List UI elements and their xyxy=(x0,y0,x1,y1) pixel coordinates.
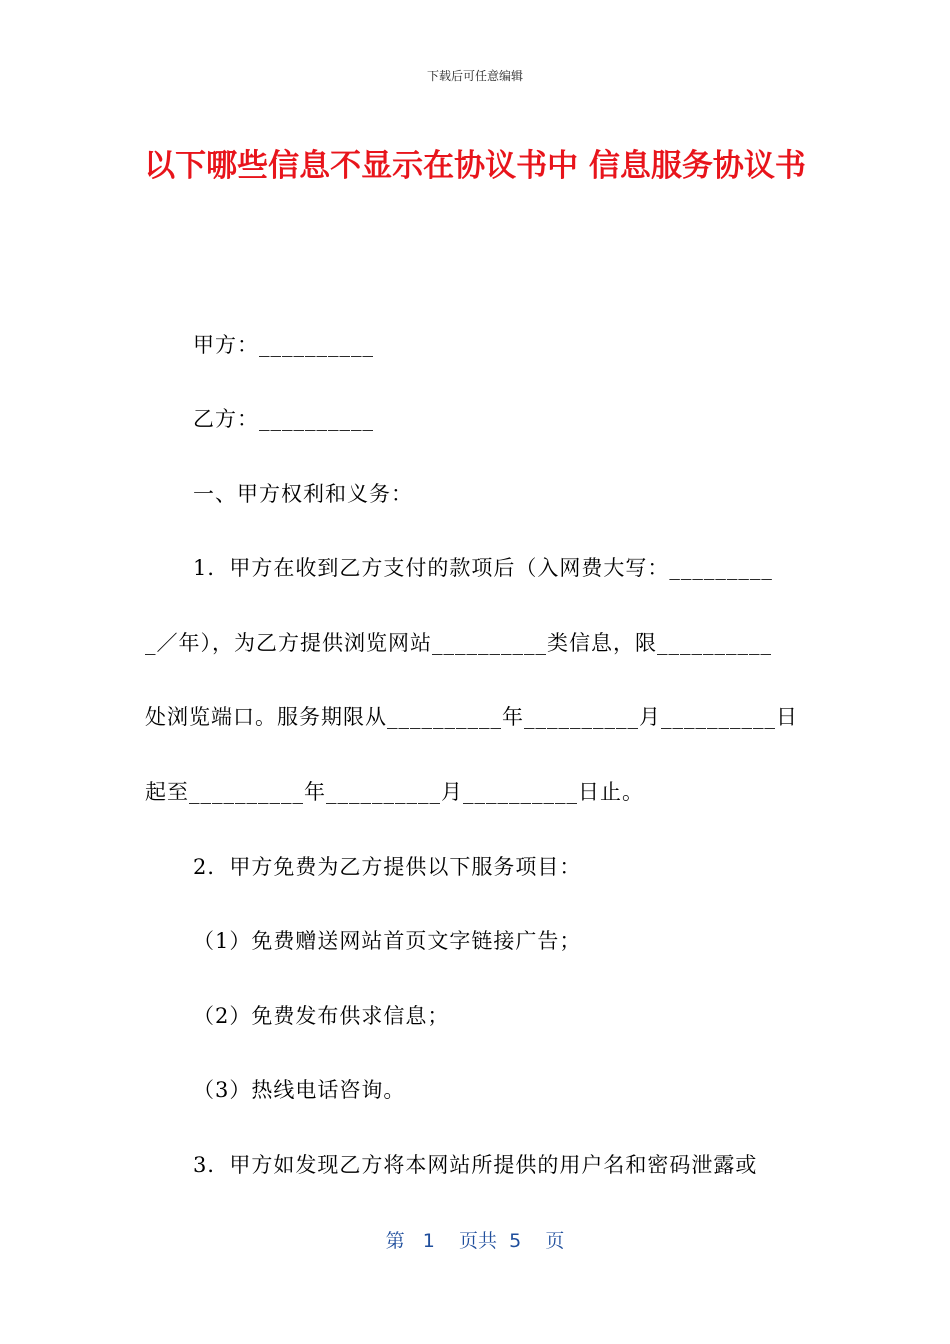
footer-prefix: 第 xyxy=(385,1230,405,1252)
clause-1-line-2: _／年），为乙方提供浏览网站__________类信息，限__________ xyxy=(145,631,772,655)
clause-1-line-4: 起至__________年__________月__________日止。 xyxy=(145,780,644,804)
section-heading-party-a-rights: 一、甲方权利和义务： xyxy=(193,482,413,506)
party-a-line: 甲方：__________ xyxy=(193,333,374,357)
header-note: 下载后可任意编辑 xyxy=(426,69,523,83)
clause-1-line-1: 1．甲方在收到乙方支付的款项后（入网费大写：_________ xyxy=(193,556,773,580)
footer-page-number: 1 xyxy=(422,1230,435,1252)
clause-2-item-1: （1）免费赠送网站首页文字链接广告； xyxy=(193,929,582,953)
clause-3-line-1: 3．甲方如发现乙方将本网站所提供的用户名和密码泄露或 xyxy=(193,1153,758,1177)
footer-page-total: 5 xyxy=(509,1230,522,1252)
footer-middle: 页共 xyxy=(459,1230,498,1252)
footer-suffix: 页 xyxy=(545,1230,565,1252)
document-title: 以下哪些信息不显示在协议书中 信息服务协议书 xyxy=(144,148,806,184)
clause-1-line-3: 处浏览端口。服务期限从__________年__________月__________日 xyxy=(145,705,798,729)
clause-2-item-2: （2）免费发布供求信息； xyxy=(193,1004,450,1028)
clause-2-item-3: （3）热线电话咨询。 xyxy=(193,1078,406,1102)
clause-2-line: 2．甲方免费为乙方提供以下服务项目： xyxy=(193,855,582,879)
page-footer xyxy=(0,1226,950,1253)
party-b-line: 乙方：__________ xyxy=(193,407,374,431)
